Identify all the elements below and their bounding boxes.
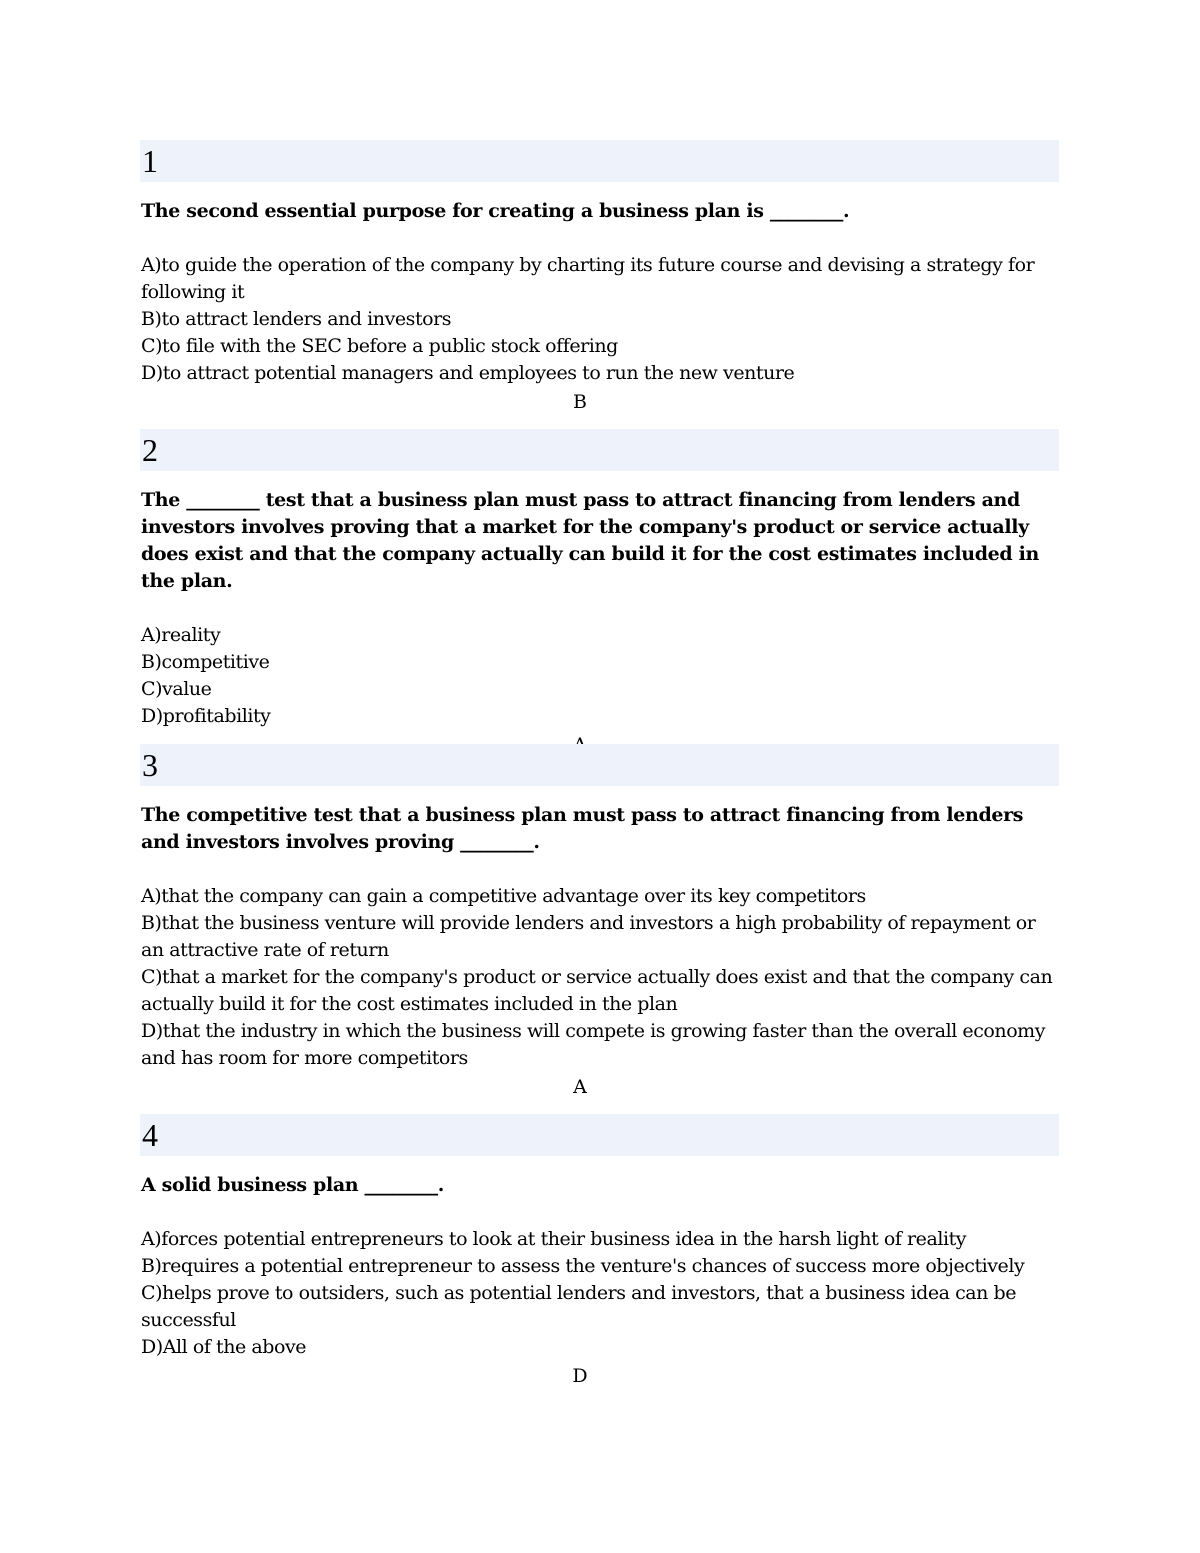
question-1 [140,140,1059,416]
question-number-bar [140,1114,1059,1156]
option-b: B)requires a potential entrepreneur to assess the venture's chances of success more objectively [141,1255,1025,1277]
option-b: B)that the business venture will provide lenders and investors a high probability of repayment or an attractive rate of return [141,912,1036,961]
option-a: A)forces potential entrepreneurs to look at their business idea in the harsh light of reality [141,1228,967,1250]
question-2 [140,429,1059,759]
option-a: A)reality [141,624,221,646]
question-number-bar [140,429,1059,471]
question-number-bar [140,744,1059,786]
question-number: 4 [142,1117,158,1153]
question-3 [140,744,1059,1101]
question-number: 1 [142,143,158,179]
option-d: D)profitability [141,705,271,727]
answer-key: B [573,391,587,413]
option-a: A)to guide the operation of the company by charting its future course and devising a strategy for following it [141,254,1035,303]
option-d: D)to attract potential managers and employees to run the new venture [141,362,795,384]
option-c: C)value [141,678,212,700]
question-text: The second essential purpose for creating a business plan is ________. [141,200,850,222]
answer-key: D [572,1365,588,1387]
option-c: C)to file with the SEC before a public stock offering [141,335,618,357]
question-text: The competitive test that a business plan must pass to attract financing from lenders and investors involves proving ________. [141,804,1024,853]
option-c: C)helps prove to outsiders, such as potential lenders and investors, that a business idea can be successful [141,1282,1017,1331]
option-d: D)that the industry in which the business will compete is growing faster than the overall economy and has room for more competitors [141,1020,1046,1069]
option-c: C)that a market for the company's product or service actually does exist and that the company can actually build it for the cost estimates included in the plan [141,966,1053,1015]
question-number: 3 [142,747,158,783]
option-a: A)that the company can gain a competitive advantage over its key competitors [141,885,866,907]
question-text: The ________ test that a business plan must pass to attract financing from lenders and investors involves proving that a market for the company's product or service actually does exist and that the company actually can build it for the cost estimates included in the plan. [141,489,1039,592]
question-number-bar [140,140,1059,182]
question-4 [140,1114,1059,1390]
option-b: B)to attract lenders and investors [141,308,452,330]
option-b: B)competitive [141,651,270,673]
question-number: 2 [142,432,158,468]
question-text: A solid business plan ________. [141,1174,444,1196]
answer-key: A [573,1076,587,1098]
option-d: D)All of the above [141,1336,307,1358]
